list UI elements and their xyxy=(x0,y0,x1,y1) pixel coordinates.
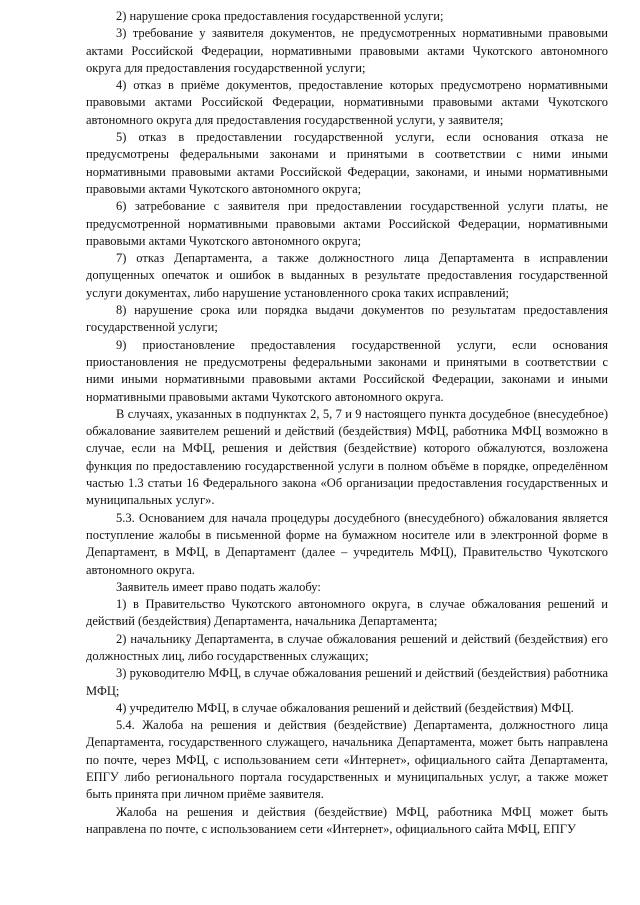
paragraph-mfc-cases: В случаях, указанных в подпунктах 2, 5, 7 и 9 настоящего пункта досудебное (внесудебное) обжалование заявителем решений и действий (бездействия) МФЦ, работника МФЦ возможно в случае, если на МФЦ, решения и действия (бездействие) которого обжалуются, возложена функция по предоставлению государственной услуги в полном объёме в порядке, определённом частью 1.3 статьи 16 Федерального закона «Об организации предоставления государственных и муниципальных услуг». xyxy=(86,406,608,508)
list-item-refusal-acceptance: 4) отказ в приёме документов, предоставление которых предусмотрено нормативными правовыми актами Российской Федерации, нормативными правовыми актами Чукотского автономного округа для предоставления государственной услуги, у заявителя; xyxy=(86,78,608,127)
list-item-excess-documents: 3) требование у заявителя документов, не предусмотренных нормативными правовыми актами Российской Федерации, нормативными правовыми актами Чукотского автономного округа для предоставления государственной услуги; xyxy=(86,26,608,75)
list-item-suspension: 9) приостановление предоставления государственной услуги, если основания приостановления не предусмотрены федеральными законами и принятыми в соответствии с ними иными нормативными правовыми актами Российской Федерации, законами и иными нормативными правовыми актами Чукотского автономного округа. xyxy=(86,337,608,404)
list-item-violation-deadline: 2) нарушение срока предоставления государственной услуги; xyxy=(116,9,444,23)
paragraph-section-5-4: 5.4. Жалоба на решения и действия (бездействие) Департамента, должностного лица Департамента, государственного служащего, начальника Департамента, может быть направлена по почте, через МФЦ, с использованием сети «Интернет», официального сайта Департамента, ЕПГУ либо регионального портала государственных и муниципальных услуг, а также может быть принята при личном приёме заявителя. xyxy=(86,718,608,802)
paragraph-section-5-3: 5.3. Основанием для начала процедуры досудебного (внесудебного) обжалования является поступление жалобы в письменной форме на бумажном носителе или в электронной форме в Департамент, в МФЦ, в Департамент (далее – учредитель МФЦ), Правительство Чукотского автономного округа. xyxy=(86,510,608,577)
list-item-mfc-founder: 4) учредителю МФЦ, в случае обжалования решений и действий (бездействия) МФЦ. xyxy=(116,700,574,715)
paragraph-complaint-right: Заявитель имеет право подать жалобу: xyxy=(116,579,321,594)
list-item-refusal-service: 5) отказ в предоставлении государственной услуги, если основания отказа не предусмотрены федеральными законами и принятыми в соответствии с ними иными нормативными правовыми актами Российской Федерации, законами, и иными нормативными правовыми актами Чукотского автономного округа; xyxy=(86,130,608,196)
list-item-refusal-correction: 7) отказ Департамента, а также должностного лица Департамента в исправлении допущенных опечаток и ошибок в выданных в результате предоставления государственной услуги документах, либо нарушение установленного срока таких исправлений; xyxy=(86,251,608,300)
paragraph-mfc-complaint: Жалоба на решения и действия (бездействие) МФЦ, работника МФЦ может быть направлена по почте, с использованием сети «Интернет», официального сайта МФЦ, ЕПГУ xyxy=(86,804,608,836)
list-item-government: 1) в Правительство Чукотского автономного округа, в случае обжалования решений и действий (бездействия) Департамента, начальника Департамента; xyxy=(86,597,608,629)
list-item-issuance-violation: 8) нарушение срока или порядка выдачи документов по результатам предоставления государственной услуги; xyxy=(86,303,608,335)
list-item-unlawful-fee: 6) затребование с заявителя при предоставлении государственной услуги платы, не предусмотренной нормативными правовыми актами Российской Федерации, нормативными правовыми актами Чукотского автономного округа; xyxy=(86,199,608,248)
list-item-department-head: 2) начальнику Департамента, в случае обжалования решений и действий (бездействия) его должностных лиц, либо государственных служащих; xyxy=(86,631,608,663)
list-item-mfc-head: 3) руководителю МФЦ, в случае обжалования решений и действий (бездействия) работника МФЦ; xyxy=(86,666,608,698)
